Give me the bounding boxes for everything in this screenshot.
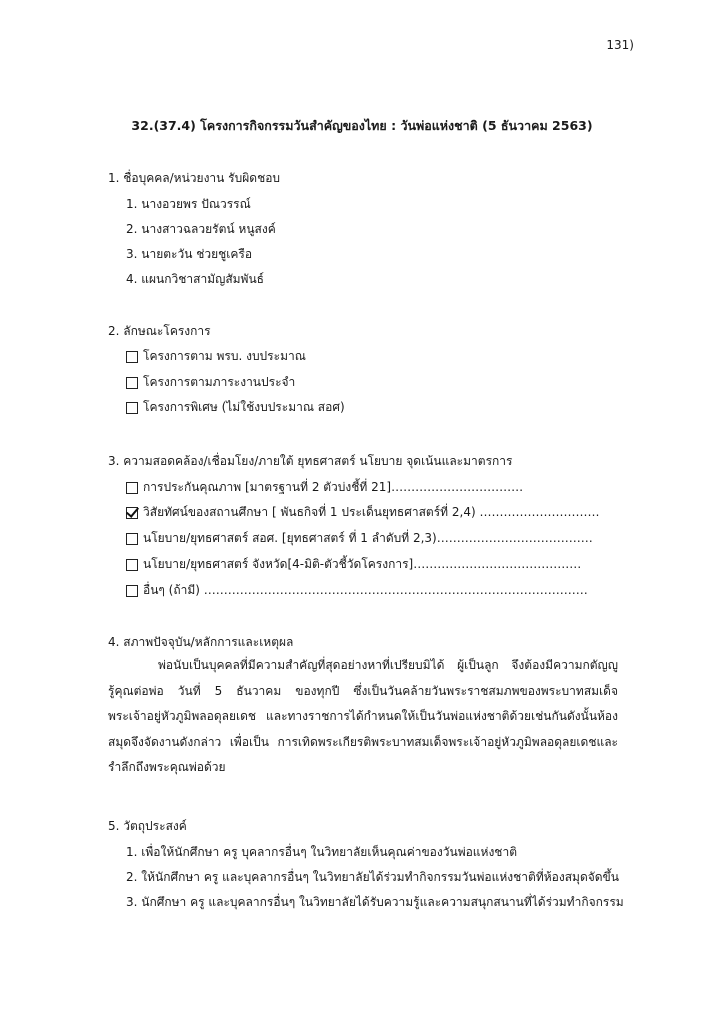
section-3-heading: 3. ความสอดคล้อง/เชื่อมโยง/ภายใต้ ยุทธศาสตร์ นโยบาย จุดเน้นและมาตรการ [108, 454, 513, 468]
responsible-person-1: 1. นางอวยพร ปัณวรรณ์ [126, 197, 251, 211]
option-label: การประกันคุณภาพ [มาตรฐานที่ 2 ตัวบ่งชี้ที่ 21]…………………………… [143, 480, 524, 494]
section-2-heading: 2. ลักษณะโครงการ [108, 324, 211, 338]
option-label: โครงการตาม พรบ. งบประมาณ [143, 349, 306, 363]
checkbox-icon[interactable] [126, 377, 138, 389]
checkbox-icon[interactable] [126, 585, 138, 597]
objective-2: 2. ให้นักศึกษา ครู และบุคลากรอื่นๆ ในวิทยาลัยได้ร่วมทำกิจกรรมวันพ่อแห่งชาติที่ห้องสมุดจัดขึ้น [126, 870, 619, 884]
checkbox-icon[interactable] [126, 559, 138, 571]
page-number: 131) [606, 38, 634, 52]
alignment-option-3[interactable] [126, 529, 593, 548]
checkbox-icon[interactable] [126, 402, 138, 414]
option-label: วิสัยทัศน์ของสถานศึกษา [ พันธกิจที่ 1 ประเด็นยุทธศาสตร์ที่ 2,4) ………………………… [143, 505, 600, 519]
project-type-option-3[interactable] [126, 398, 345, 417]
alignment-option-4[interactable] [126, 555, 581, 574]
option-label: โครงการตามภาระงานประจำ [143, 375, 296, 389]
objective-1: 1. เพื่อให้นักศึกษา ครู บุคลากรอื่นๆ ในวิทยาลัยเห็นคุณค่าของวันพ่อแห่งชาติ [126, 845, 517, 859]
option-label: นโยบาย/ยุทธศาสตร์ จังหวัด[4-มิติ-ตัวชี้วัดโครงการ]…………………………………… [143, 557, 582, 571]
checked-checkbox-icon[interactable] [126, 507, 138, 519]
section-1-heading: 1. ชื่อบุคคล/หน่วยงาน รับผิดชอบ [108, 171, 281, 185]
section-5-heading: 5. วัตถุประสงค์ [108, 819, 187, 833]
alignment-option-5[interactable] [126, 581, 588, 600]
project-type-option-2[interactable] [126, 373, 295, 392]
project-type-option-1[interactable] [126, 347, 306, 366]
alignment-option-2[interactable] [126, 503, 599, 522]
rationale-block [108, 653, 618, 781]
page-title: 32.(37.4) โครงการกิจกรรมวันสำคัญของไทย : วันพ่อแห่งชาติ (5 ธันวาคม 2563) [131, 118, 593, 133]
responsible-person-2: 2. นางสาวฉลวยรัตน์ หนูสงค์ [126, 222, 276, 236]
objective-3: 3. นักศึกษา ครู และบุคลากรอื่นๆ ในวิทยาลัยได้รับความรู้และความสนุกสนานที่ได้ร่วมทำกิจกรรม [126, 895, 624, 909]
option-label: นโยบาย/ยุทธศาสตร์ สอศ. [ยุทธศาสตร์ ที่ 1 ลำดับที่ 2,3)………………………………… [143, 531, 593, 545]
option-label: อื่นๆ (ถ้ามี) …………………………………………………………………………………… [143, 583, 588, 597]
responsible-person-3: 3. นายตะวัน ช่วยชูเครือ [126, 247, 253, 261]
checkbox-icon[interactable] [126, 351, 138, 363]
option-label: โครงการพิเศษ (ไม่ใช้งบประมาณ สอศ) [143, 400, 345, 414]
section-4-heading: 4. สภาพปัจจุบัน/หลักการและเหตุผล [108, 635, 294, 649]
rationale-paragraph: พ่อนับเป็นบุคคลที่มีความสำคัญที่สุดอย่างหาที่เปรียบมิได้ ผู้เป็นลูก จึงต้องมีความกตัญญูรู้คุณต่อพ่อ วันที่ 5 ธันวาคม ของทุกปี ซึ่งเป็นวันคล้ายวันพระราชสมภพของพระบาทสมเด็จพระเจ้าอยู่หัวภูมิพลอดุลยเดช และทางราชการได้กำหนดให้เป็นวันพ่อแห่งชาติด้วยเช่นกันดังนั้นห้องสมุดจึงจัดงานดังกล่าว เพื่อเป็น การเทิดพระเกียรติพระบาทสมเด็จพระเจ้าอยู่หัวภูมิพลอดุลยเดชและรำลึกถึงพระคุณพ่อด้วย [108, 658, 618, 774]
checkbox-icon[interactable] [126, 482, 138, 494]
checkbox-icon[interactable] [126, 533, 138, 545]
responsible-department: 4. แผนกวิชาสามัญสัมพันธ์ [126, 272, 264, 286]
alignment-option-1[interactable] [126, 478, 523, 497]
